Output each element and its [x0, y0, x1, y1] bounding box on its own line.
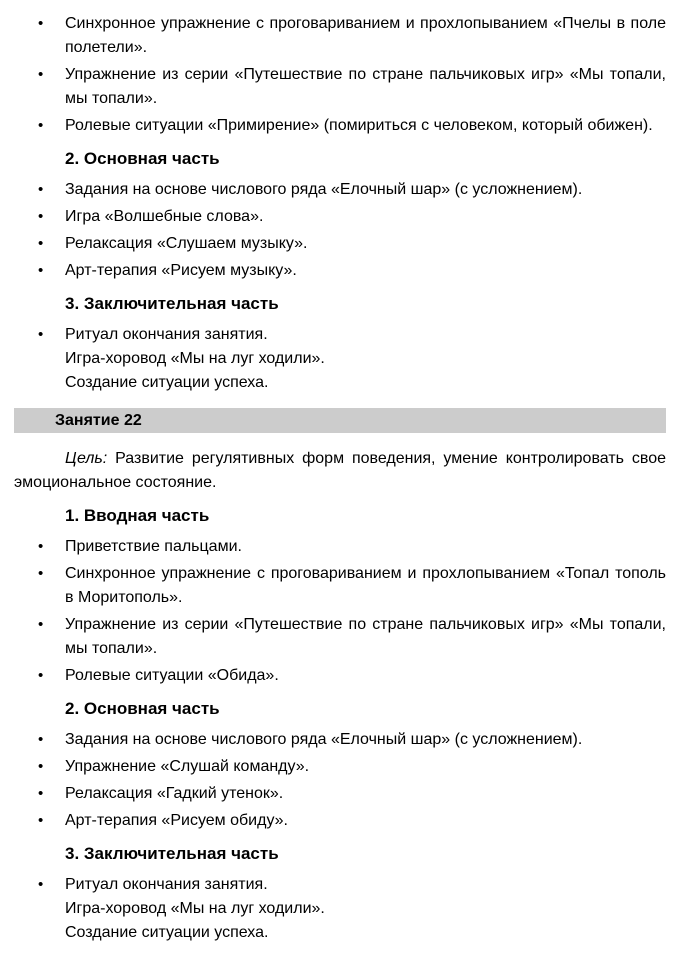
heading-main-part: 2. Основная часть [65, 699, 220, 718]
bullet-text-line: Ритуал окончания занятия. [65, 876, 268, 893]
bullet-list-item [38, 259, 666, 283]
bullet-list-item [38, 613, 666, 661]
bullet-icon: • [38, 785, 44, 802]
bullet-icon: • [38, 15, 44, 32]
bullet-list-item [38, 323, 666, 395]
bullet-list-item [38, 728, 666, 752]
bullet-list-item [38, 12, 666, 60]
bullet-text: Ролевые ситуации «Обида». [65, 667, 279, 684]
bullet-icon: • [38, 667, 44, 684]
bullet-icon: • [38, 565, 44, 582]
bullet-icon: • [38, 66, 44, 83]
bullet-text: Упражнение «Слушай команду». [65, 758, 310, 775]
bullet-text: Приветствие пальцами. [65, 538, 242, 555]
section-lesson-22 [14, 408, 666, 945]
bullet-icon: • [38, 117, 44, 134]
bullet-list-item [38, 63, 666, 111]
bullet-text: Релаксация «Слушаем музыку». [65, 235, 308, 252]
bullet-icon: • [38, 208, 44, 225]
heading-intro-part: 1. Вводная часть [65, 506, 210, 525]
bullet-text-line: Игра-хоровод «Мы на луг ходили». [65, 350, 325, 367]
bullet-icon: • [38, 731, 44, 748]
bullet-icon: • [38, 262, 44, 279]
heading-main-part: 2. Основная часть [65, 149, 220, 168]
bullet-text: Арт-терапия «Рисуем обиду». [65, 812, 288, 829]
bullet-text: Ролевые ситуации «Примирение» (помириться с человеком, который обижен). [65, 117, 653, 134]
bullet-icon: • [38, 616, 44, 633]
bullet-text-line: Создание ситуации успеха. [65, 374, 269, 391]
bullet-text: Синхронное упражнение с проговариванием и прохлопыванием «Топал тополь в Моритополь». [65, 565, 666, 606]
heading-final-part: 3. Заключительная часть [65, 844, 279, 863]
bullet-text: Игра «Волшебные слова». [65, 208, 264, 225]
bullet-list-item [38, 535, 666, 559]
bullet-icon: • [38, 538, 44, 555]
bullet-icon: • [38, 326, 44, 343]
bullet-list-item [38, 782, 666, 806]
bullet-list-item [38, 755, 666, 779]
bullet-icon: • [38, 758, 44, 775]
goal-text: Развитие регулятивных форм поведения, умение контролировать свое эмоциональное состояние. [14, 450, 666, 491]
bullet-list-item [38, 664, 666, 688]
section-lesson-21 [14, 12, 666, 395]
bullet-text-line: Игра-хоровод «Мы на луг ходили». [65, 900, 325, 917]
bullet-text: Упражнение из серии «Путешествие по стране пальчиковых игр» «Мы топали, мы топали». [65, 616, 666, 657]
bullet-icon: • [38, 181, 44, 198]
goal-paragraph [14, 447, 666, 495]
bullet-icon: • [38, 235, 44, 252]
bullet-text: Задания на основе числового ряда «Елочный шар» (с усложнением). [65, 731, 583, 748]
bullet-text: Задания на основе числового ряда «Елочный шар» (с усложнением). [65, 181, 583, 198]
bullet-text: Синхронное упражнение с проговариванием и прохлопыванием «Пчелы в поле полетели». [65, 15, 666, 56]
bullet-list-item [38, 114, 666, 138]
bullet-list-item [38, 178, 666, 202]
bullet-list-item [38, 562, 666, 610]
bullet-text: Релаксация «Гадкий утенок». [65, 785, 284, 802]
bullet-list-item [38, 232, 666, 256]
bullet-text-line: Создание ситуации успеха. [65, 924, 269, 941]
bullet-list-item [38, 205, 666, 229]
lesson-22-header-bar: Занятие 22 [14, 408, 666, 433]
bullet-text-line: Ритуал окончания занятия. [65, 326, 268, 343]
bullet-list-item [38, 809, 666, 833]
bullet-icon: • [38, 876, 44, 893]
goal-label: Цель: [65, 450, 108, 467]
heading-final-part: 3. Заключительная часть [65, 294, 279, 313]
bullet-text: Упражнение из серии «Путешествие по стране пальчиковых игр» «Мы топали, мы топали». [65, 66, 666, 107]
bullet-text: Арт-терапия «Рисуем музыку». [65, 262, 297, 279]
bullet-icon: • [38, 812, 44, 829]
bullet-list-item [38, 873, 666, 945]
